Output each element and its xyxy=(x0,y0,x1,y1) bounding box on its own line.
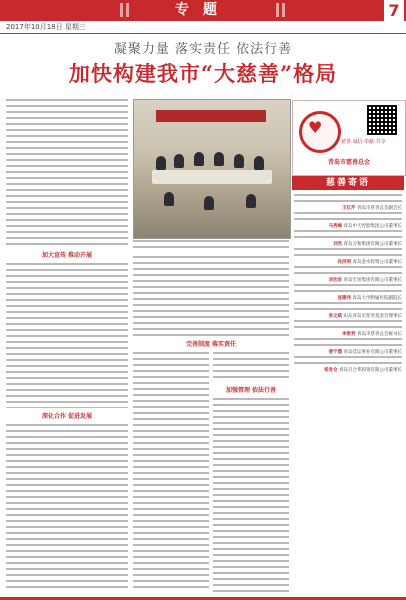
text-column xyxy=(133,352,209,592)
quote-item xyxy=(294,248,402,266)
quote-item xyxy=(294,194,402,212)
quote-organization: 青岛佳运事业有限公司董事长 xyxy=(343,350,402,355)
column-subhead: 深化合作 促进发展 xyxy=(6,412,128,422)
quote-author: 李贵利 xyxy=(342,332,356,337)
quote-text xyxy=(294,194,402,206)
text-column xyxy=(133,256,289,336)
banner-decoration xyxy=(120,3,123,17)
quote-text xyxy=(294,266,402,278)
photo-person xyxy=(246,194,256,208)
quote-item xyxy=(294,284,402,302)
article-headline: 加快构建我市“大慈善”格局 xyxy=(68,61,338,86)
quote-organization: 青岛宏宙集团有限公司董事长 xyxy=(343,278,402,283)
issue-date: 2017年10月18日 星期三 xyxy=(6,23,86,31)
quote-text xyxy=(294,212,402,224)
photo-banner xyxy=(156,110,266,122)
meeting-photo xyxy=(133,99,291,239)
section-title: 专题 xyxy=(175,2,231,18)
quote-text xyxy=(294,338,402,350)
quote-author: 孙洪明 xyxy=(337,260,352,265)
text-column xyxy=(213,352,289,382)
page-number: 7 xyxy=(384,0,404,21)
quote-text xyxy=(294,284,402,296)
text-column xyxy=(6,424,128,592)
quote-text xyxy=(294,248,402,260)
quote-item xyxy=(294,266,402,284)
quote-text xyxy=(294,320,402,332)
quote-text xyxy=(294,356,402,368)
photo-person xyxy=(254,156,264,170)
quote-item xyxy=(294,320,402,338)
photo-person xyxy=(204,196,214,210)
column-subhead: 加强管理 依法行善 xyxy=(213,386,289,396)
quote-organization: 青岛大学附属医院副院长 xyxy=(352,296,402,301)
quote-organization: 青岛金水投资公司董事长 xyxy=(352,260,402,265)
quote-author: 张文斌 xyxy=(328,314,343,319)
photo-person xyxy=(156,156,166,170)
text-column xyxy=(6,99,128,249)
photo-person xyxy=(234,154,244,168)
column-subhead: 完善制度 落实责任 xyxy=(133,340,289,350)
text-column xyxy=(6,263,128,408)
quote-organization: 青岛万和集团有限公司董事长 xyxy=(343,242,402,247)
column-subhead: 加大宣传 推动开展 xyxy=(6,251,128,261)
quote-item xyxy=(294,302,402,320)
date-bar xyxy=(0,21,406,34)
banner-decoration xyxy=(282,3,285,17)
quote-author: 刘英 xyxy=(333,242,343,247)
quote-organization: 青岛市慈善总会秘书长 xyxy=(357,332,402,337)
quote-organization: 青岛中天控股集团公司董事长 xyxy=(343,224,402,229)
quote-item xyxy=(294,356,402,374)
quote-list xyxy=(294,194,402,374)
quote-text xyxy=(294,302,402,314)
quote-author: 王红芹 xyxy=(342,206,356,211)
photo-person xyxy=(194,152,204,166)
quote-author: 姜宁德 xyxy=(328,350,343,355)
quote-item xyxy=(294,230,402,248)
banner-decoration xyxy=(276,3,279,17)
banner-decoration xyxy=(126,3,129,17)
heart-icon: ♥ xyxy=(308,118,323,137)
article-subtitle: 凝聚力量 落实责任 依法行善 xyxy=(113,42,293,57)
quote-item xyxy=(294,212,402,230)
logo-motto: 慈善·诚信·奉献·共享 xyxy=(341,139,386,145)
text-column xyxy=(213,398,289,592)
quote-author: 连建伟 xyxy=(337,296,352,301)
quote-organization: 山东青岛市慈善基金会理事长 xyxy=(343,314,402,319)
quote-organization: 青岛百合邦投资有限公司董事长 xyxy=(339,368,402,373)
quote-author: 杨发仓 xyxy=(324,368,338,373)
charity-logo-box xyxy=(292,100,406,176)
quote-item xyxy=(294,338,402,356)
photo-person xyxy=(174,154,184,168)
photo-table xyxy=(152,170,272,184)
photo-person xyxy=(214,152,224,166)
photo-caption xyxy=(133,240,289,252)
quote-text xyxy=(294,230,402,242)
photo-person xyxy=(164,192,174,206)
quote-signature xyxy=(294,368,402,374)
qr-code-icon[interactable] xyxy=(367,105,397,135)
sidebar-heading: 慈善寄语 xyxy=(292,176,404,190)
quote-author: 刘宏宙 xyxy=(328,278,343,283)
logo-organization: 青岛市慈善总会 xyxy=(327,159,370,166)
quote-author: 马秀峰 xyxy=(328,224,343,229)
quote-organization: 青岛市慈善总会副会长 xyxy=(357,206,402,211)
